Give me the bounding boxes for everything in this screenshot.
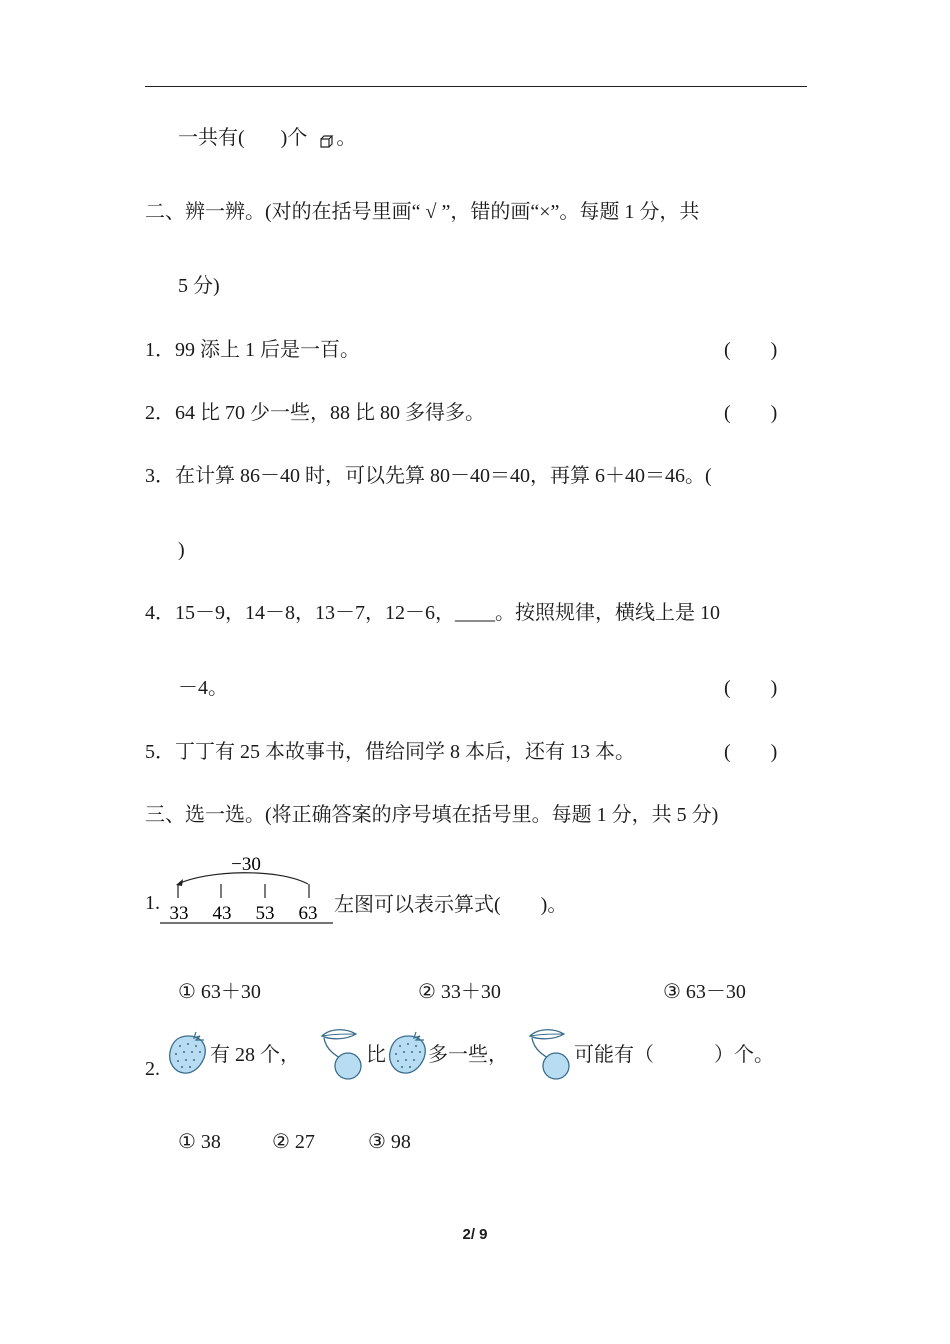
- q1-option-1[interactable]: ① 63＋30: [178, 981, 261, 1003]
- section2-heading: 二、辨一辨。(对的在括号里画“ √ ”，错的画“×”。每题 1 分，共: [145, 201, 700, 223]
- carryover-text: 一共有(: [178, 127, 245, 149]
- choice-q1-text: 左图可以表示算式( )。: [334, 894, 568, 916]
- judge-item-4: 4．15－9，14－8，13－7，12－6，____。按照规律，横线上是 10: [145, 602, 720, 624]
- choice-q2-number: 2.: [145, 1058, 160, 1080]
- q1-option-3[interactable]: ③ 63－30: [663, 981, 746, 1003]
- tick-label: 63: [298, 903, 318, 924]
- answer-paren-4[interactable]: ( ): [724, 677, 778, 699]
- cube-icon: [318, 132, 336, 150]
- strawberry-icon: [386, 1030, 430, 1076]
- tick-label: 43: [212, 903, 232, 924]
- judge-item-3: 3．在计算 86－40 时，可以先算 80－40＝40，再算 6＋40＝46。(: [145, 465, 712, 487]
- cherry-icon: [316, 1026, 370, 1082]
- q2-option-1[interactable]: ① 38: [178, 1131, 221, 1153]
- number-line-diagram: [158, 848, 338, 928]
- judge-item-5: 5．丁丁有 25 本故事书，借给同学 8 本后，还有 13 本。: [145, 741, 635, 763]
- arrow-head-icon: [176, 879, 183, 886]
- q2-option-3[interactable]: ③ 98: [368, 1131, 411, 1153]
- section3-heading: 三、选一选。(将正确答案的序号填在括号里。每题 1 分，共 5 分): [145, 804, 719, 826]
- choice-q1-number: 1.: [145, 892, 160, 914]
- judge-item-2: 2．64 比 70 少一些，88 比 80 多得多。: [145, 402, 485, 424]
- q2-text-4: 可能有（ ）个。: [574, 1044, 774, 1066]
- header-rule: [145, 86, 807, 87]
- judge-item-4-cont: －4。: [178, 677, 228, 699]
- answer-paren-1[interactable]: ( ): [724, 339, 778, 361]
- cherry-icon: [524, 1026, 578, 1082]
- carryover-text-mid: )个: [280, 127, 308, 149]
- q2-text-2: 比: [366, 1044, 386, 1066]
- q2-text-3: 多一些，: [428, 1044, 508, 1066]
- judge-item-3-cont: ): [178, 539, 185, 561]
- answer-paren-5[interactable]: ( ): [724, 741, 778, 763]
- strawberry-icon: [166, 1030, 210, 1076]
- section2-heading-cont: 5 分): [178, 275, 220, 297]
- q1-option-2[interactable]: ② 33＋30: [418, 981, 501, 1003]
- carryover-line: 一共有( )个 。: [178, 127, 357, 149]
- q2-text-1: 有 28 个，: [210, 1044, 300, 1066]
- page-number: 2/ 9: [462, 1226, 488, 1243]
- tick-label: 53: [255, 903, 275, 924]
- q2-option-2[interactable]: ② 27: [272, 1131, 315, 1153]
- jump-label: −30: [231, 854, 261, 875]
- answer-paren-2[interactable]: ( ): [724, 402, 778, 424]
- judge-item-1: 1．99 添上 1 后是一百。: [145, 339, 360, 361]
- tick-label: 33: [169, 903, 189, 924]
